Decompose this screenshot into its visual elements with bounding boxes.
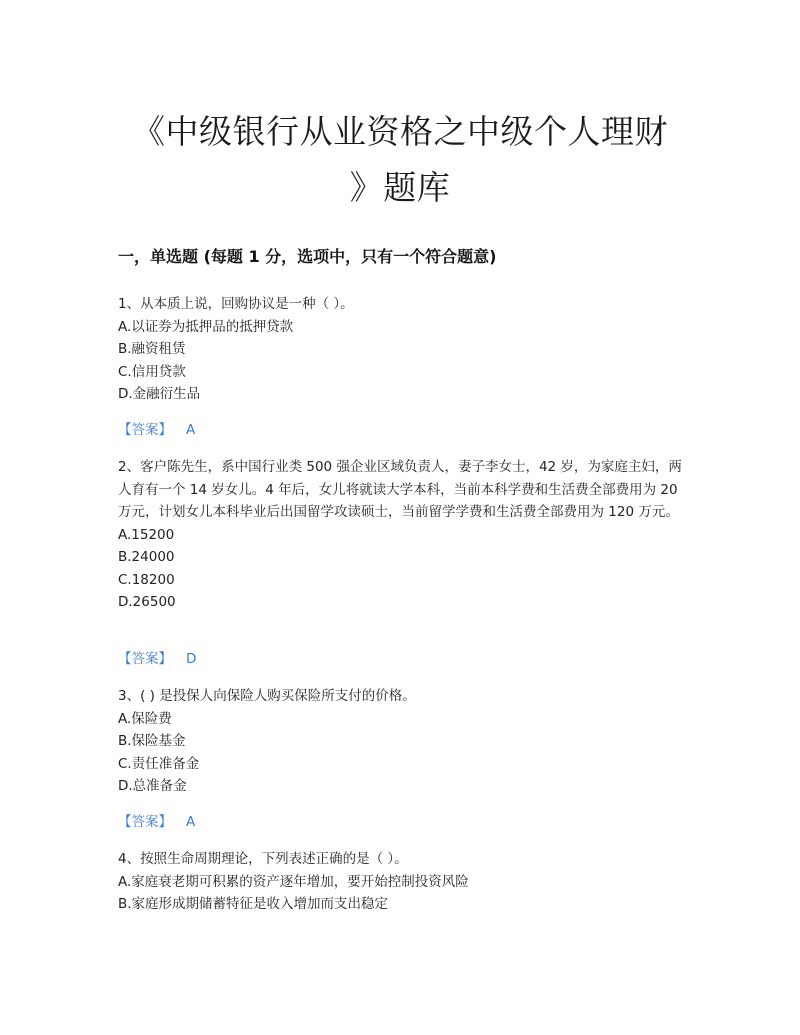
- option-a: A.15200: [118, 526, 175, 543]
- option-d: D.金融衍生品: [118, 386, 201, 402]
- answer-label: 【答案】: [118, 814, 172, 830]
- document-title-line-2: 》题库: [349, 168, 451, 207]
- answer-value: A: [186, 422, 196, 438]
- option-c: C.责任准备金: [118, 755, 200, 772]
- option-a: A.家庭衰老期可积累的资产逐年增加，要开始控制投资风险: [118, 873, 469, 890]
- section-heading: 一，单选题 (每题 1 分，选项中，只有一个符合题意): [118, 247, 497, 266]
- answer-3: [118, 811, 195, 833]
- question-stem: 4、按照生命周期理论，下列表述正确的是（ ）。: [118, 851, 408, 867]
- answer-label: 【答案】: [118, 422, 172, 438]
- question-stem: 3、( ) 是投保人向保险人购买保险所支付的价格。: [118, 688, 416, 704]
- question-1: [118, 293, 688, 406]
- document-title-line-1: 《中级银行从业资格之中级个人理财: [132, 112, 668, 151]
- question-4: [118, 848, 688, 916]
- option-b: B.保险基金: [118, 733, 186, 749]
- option-d: D.总准备金: [118, 778, 187, 794]
- question-stem: 2、客户陈先生，系中国行业类 500 强企业区域负责人，妻子李女士，42 岁，为家庭主妇，两人育有一个 14 岁女儿。4 年后，女儿将就读大学本科，当前本科学费和生活费全部费用为 20 万元，计划女儿本科毕业后出国留学攻读硕士，当前留学学费和生活费全部费用为 120 万元。: [118, 459, 682, 520]
- answer-label: 【答案】: [118, 651, 172, 667]
- question-3: [118, 685, 688, 798]
- option-a: A.保险费: [118, 710, 172, 727]
- answer-1: [118, 419, 195, 441]
- option-a: A.以证券为抵押品的抵押贷款: [118, 318, 294, 335]
- question-stem: 1、从本质上说，回购协议是一种（ ）。: [118, 296, 354, 312]
- answer-value: D: [186, 651, 197, 667]
- option-b: B.24000: [118, 549, 175, 565]
- answer-2: [118, 648, 196, 670]
- option-b: B.融资租赁: [118, 341, 186, 357]
- document-title: [110, 104, 690, 216]
- answer-value: A: [186, 814, 196, 830]
- option-c: C.信用贷款: [118, 363, 186, 380]
- option-d: D.26500: [118, 594, 176, 610]
- option-b: B.家庭形成期储蓄特征是收入增加而支出稳定: [118, 896, 389, 912]
- option-c: C.18200: [118, 571, 175, 588]
- question-2: [118, 456, 688, 614]
